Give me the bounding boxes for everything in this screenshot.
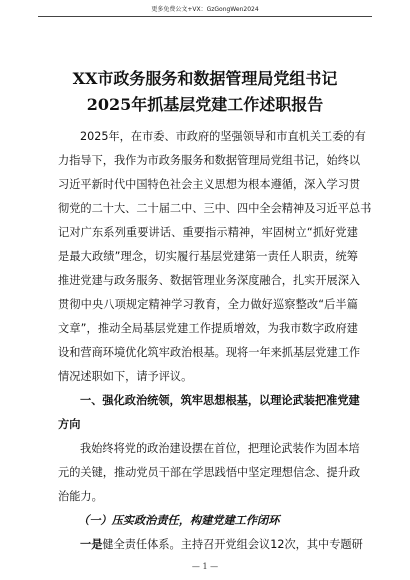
header-divider (38, 16, 372, 17)
intro-paragraph-line: 力指导下，我作为市政务服务和数据管理局党组书记，始终以 (58, 154, 361, 167)
intro-paragraph-line: 彻党的二十大、二十届二中、三中、四中全会精神及习近平总书 (58, 202, 372, 215)
section-1-paragraph-line: 我始终将党的政治建设摆在首位，把理论武装作为固本培 (80, 442, 360, 455)
section-1-paragraph-line: 元的关键，推动党员干部在学思践悟中坚定理想信念、提升政 (58, 466, 361, 479)
intro-paragraph-line: 情况述职如下，请予评议。 (58, 370, 193, 383)
section-1-paragraph-line: 治能力。 (58, 490, 103, 503)
intro-paragraph-line: 记对广东系列重要讲话、重要指示精神，牢固树立“抓好党建 (58, 226, 358, 239)
intro-paragraph-line: 文章”，推动全局基层党建工作提质增效，为我市数字政府建 (58, 322, 358, 335)
document-title-line-2: 2025年抓基层党建工作述职报告 (86, 95, 324, 114)
intro-paragraph-line: 习近平新时代中国特色社会主义思想为根本遵循，深入学习贯 (58, 178, 361, 191)
intro-paragraph-line: 2025年，在市委、市政府的坚强领导和市直机关工委的有 (80, 130, 366, 143)
section-1-heading-continued: 方向 (58, 418, 81, 431)
section-1-heading: 一、强化政治统领，筑牢思想根基，以理论武装把准党建 (80, 394, 360, 407)
intro-paragraph-line: 是最大政绩”理念，切实履行基层党建第一责任人职责，统筹 (58, 250, 358, 263)
page-number: — 1 — (191, 562, 219, 571)
intro-paragraph-line: 贯彻中央八项规定精神学习教育，全力做好巡察整改“后半篇 (58, 298, 358, 311)
document-title-line-1: XX市政务服务和数据管理局党组书记 (72, 69, 338, 88)
point-text: 健全责任体系。主持召开党组会议12次，其中专题研 (102, 538, 363, 551)
subsection-1-heading: （一）压实政治责任，构建党建工作闭环 (78, 513, 280, 527)
intro-paragraph-line: 设和营商环境优化筑牢政治根基。现将一年来抓基层党建工作 (58, 346, 361, 359)
intro-paragraph-line: 推进党建与政务服务、数据管理业务深度融合，扎实开展深入 (58, 274, 361, 287)
header-note: 更多免费公文+VX：GzGongWen2024 (151, 6, 259, 13)
last-paragraph-line (80, 536, 363, 552)
point-lead: 一是 (80, 538, 103, 551)
